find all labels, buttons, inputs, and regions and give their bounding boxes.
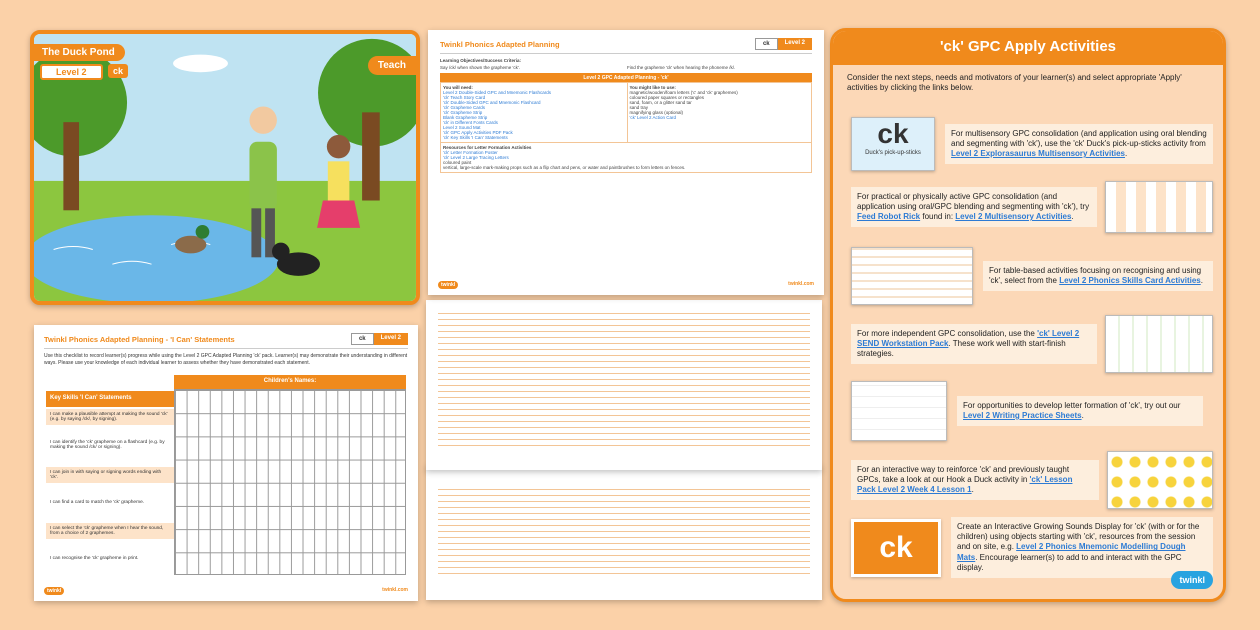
activity-text-3: For table-based activities focusing on recognising and using 'ck', select from the Level 2 Phonics Skills Card Activities. bbox=[983, 261, 1213, 291]
grapheme-chip: ck bbox=[755, 38, 778, 50]
objectives-label: Learning Objectives/Success Criteria: bbox=[440, 58, 522, 63]
children-names-header: Children's Names: bbox=[174, 375, 406, 389]
activity-item-5 bbox=[851, 381, 1213, 441]
need-item: 'ck' Double-Sided GPC and Mnemonic Flashcard bbox=[443, 100, 541, 105]
level-chip: Level 2 bbox=[778, 38, 812, 50]
might-item: 'ck' Level 2 Action Card bbox=[629, 115, 676, 120]
twinkl-logo: twinkl bbox=[1171, 571, 1213, 589]
twinkl-logo: twinkl bbox=[44, 587, 64, 595]
level-badge: Level 2 bbox=[40, 64, 103, 80]
feed-robot-rick-link[interactable]: Feed Robot Rick bbox=[857, 212, 921, 222]
might-item: sand tray bbox=[629, 105, 649, 110]
activity-text-1: For multisensory GPC consolidation (and application using oral blending and segmenting with 'ck'), use the 'ck' Duck's pick-up-sticks activity from Level 2 Explorasaurus Multisensory Activities. bbox=[945, 124, 1213, 165]
level-chip: Level 2 bbox=[374, 333, 408, 345]
statement-row: I can find a card to match the 'ck' grapheme. bbox=[50, 500, 145, 505]
i-can-statements-sheet bbox=[34, 325, 418, 601]
activity-item-6 bbox=[851, 451, 1213, 509]
key-skills-header: Key Skills 'I Can' Statements bbox=[46, 391, 174, 407]
statement-row: I can identify the 'ck' grapheme on a flashcard (e.g. by making the sound /ck/ or signing). bbox=[50, 440, 165, 450]
statement-row: I can select the 'ck' grapheme when I hear the sound, from a choice of 2 graphemes. bbox=[46, 523, 174, 539]
statement-row: I can make a plausible attempt at making the sound 'ck' (e.g. by saying /ck/, by signing). bbox=[46, 409, 174, 425]
explorasaurus-link[interactable]: Level 2 Explorasaurus Multisensory Activities bbox=[951, 149, 1125, 159]
feed-robot-rick-thumbnail bbox=[1105, 181, 1213, 233]
twinkl-logo: twinkl bbox=[438, 281, 458, 289]
checklist-grid bbox=[46, 375, 406, 575]
need-item: 'ck' Key Skills 'I Can' Statements bbox=[443, 135, 508, 140]
need-item: 'ck' Grapheme Cards bbox=[443, 105, 485, 110]
need-item: 'ck' Grapheme Strip bbox=[443, 110, 483, 115]
send-workstation-link[interactable]: 'ck' Level 2 SEND Workstation Pack bbox=[857, 328, 1080, 348]
hook-a-duck-thumbnail bbox=[1107, 451, 1213, 509]
activity-item-7 bbox=[851, 517, 1213, 578]
need-item: 'ck' Teach Story Card bbox=[443, 95, 486, 100]
multisensory-activities-link[interactable]: Level 2 Multisensory Activities bbox=[955, 212, 1072, 222]
sheet-title: Twinkl Phonics Adapted Planning - 'I Can' Statements bbox=[44, 334, 235, 344]
footer-url: twinkl.com bbox=[382, 587, 408, 593]
need-item: Level 2 Sound Mat bbox=[443, 125, 481, 130]
lesson-pack-link[interactable]: 'ck' Lesson Pack Level 2 Week 4 Lesson 1 bbox=[857, 474, 1073, 495]
statement-row: I can recognise the 'ck' grapheme in print. bbox=[50, 556, 139, 561]
might-item: coloured paper squares or rectangles bbox=[629, 95, 705, 100]
planning-page-3 bbox=[426, 465, 822, 600]
activity-item-3 bbox=[851, 247, 1213, 305]
planning-table-title: Level 2 GPC Adapted Planning - 'ck' bbox=[440, 73, 812, 82]
skills-card-thumbnail bbox=[851, 247, 973, 305]
activity-item-1 bbox=[851, 117, 1213, 171]
need-label: You will need: bbox=[443, 85, 473, 90]
need-item: 'ck' in Different Fonts Cards bbox=[443, 120, 498, 125]
apply-title: 'ck' GPC Apply Activities bbox=[833, 31, 1223, 65]
need-item: Level 2 Double-Sided GPC and Mnemonic Flashcards bbox=[443, 90, 552, 95]
planning-page-2 bbox=[426, 300, 822, 470]
objective-1: Say /ck/ when shown the grapheme 'ck'. bbox=[440, 65, 521, 70]
activity-text-7: Create an Interactive Growing Sounds Display for 'ck' (with or for the children) using objects starting with 'ck', resources from the session and on site, e.g. Level 2 Phonics Mnemonic Modelling Dough Mats. Encourage learner(s) to add to and interact with the GPC display. bbox=[951, 517, 1213, 578]
letter-formation-label: Resources for Letter Formation Activities bbox=[443, 145, 532, 150]
slide-title: The Duck Pond bbox=[34, 44, 125, 61]
grapheme-badge: ck bbox=[108, 64, 128, 78]
writing-practice-thumbnail bbox=[851, 381, 947, 441]
letter-item: vertical, large-scale mark-making props such as a flip chart and pens, or water and paintbrushes to form letters on fences. bbox=[443, 165, 686, 170]
objective-2: Find the grapheme 'ck' when hearing the phoneme /k/. bbox=[627, 65, 736, 70]
grapheme-chip: ck bbox=[351, 333, 374, 345]
checklist-cells bbox=[174, 389, 406, 575]
teach-badge: Teach bbox=[368, 56, 416, 75]
sheet-intro: Use this checklist to record learner(s) progress while using the Level 2 GPC Adapted Planning 'ck' pack. Learner(s) may demonstrate their understanding in different ways. Please use your knowledge of each individual learner to assess whether they have demonstrated each statement. bbox=[44, 353, 408, 366]
statement-row: I can join in with saying or signing words ending with 'ck'. bbox=[46, 467, 174, 483]
growing-sounds-thumbnail: ck bbox=[851, 519, 941, 577]
writing-practice-link[interactable]: Level 2 Writing Practice Sheets bbox=[963, 411, 1082, 420]
activity-item-4 bbox=[851, 315, 1213, 373]
might-item: sand, foam, or a glitter sand tar bbox=[629, 100, 692, 105]
footer-url: twinkl.com bbox=[788, 281, 814, 287]
need-item: Blank Grapheme Strip bbox=[443, 115, 488, 120]
planning-page-1 bbox=[428, 30, 824, 295]
duck-pond-slide bbox=[30, 30, 420, 305]
modelling-dough-link[interactable]: Level 2 Phonics Mnemonic Modelling Dough Mats bbox=[957, 542, 1186, 562]
planning-title: Twinkl Phonics Adapted Planning bbox=[440, 39, 560, 49]
activity-text-2: For practical or physically active GPC consolidation (and application using oral/GPC blending and segmenting with 'ck'), try Feed Robot Rick found in: Level 2 Multisensory Activities. bbox=[851, 187, 1097, 228]
letter-item: 'ck' Letter Formation Poster bbox=[443, 150, 498, 155]
duck-pick-up-sticks-thumbnail: ck Duck's pick-up-sticks bbox=[851, 117, 935, 171]
letter-item: coloured paint bbox=[443, 160, 472, 165]
might-label: You might like to use: bbox=[629, 85, 676, 90]
letter-item: 'ck' Level 2 Large Tracing Letters bbox=[443, 155, 509, 160]
activity-text-4: For more independent GPC consolidation, use the 'ck' Level 2 SEND Workstation Pack. These work well with start-finish strategies. bbox=[851, 324, 1097, 365]
might-item: magnetic/wooden/foam letters ('c' and 'ck' graphemes) bbox=[629, 90, 738, 95]
skills-card-link[interactable]: Level 2 Phonics Skills Card Activities bbox=[1059, 276, 1201, 285]
activity-text-5: For opportunities to develop letter formation of 'ck', try out our Level 2 Writing Practice Sheets. bbox=[957, 396, 1203, 426]
apply-activities-panel bbox=[830, 28, 1226, 602]
apply-intro: Consider the next steps, needs and motivators of your learner(s) and select appropriate 'Apply' activities by clicking the links below. bbox=[847, 73, 1182, 93]
activity-text-6: For an interactive way to reinforce 'ck' and previously taught GPCs, take a look at our Hook a Duck activity in 'ck' Lesson Pack Level 2 Week 4 Lesson 1. bbox=[851, 460, 1099, 501]
activity-item-2 bbox=[851, 181, 1213, 233]
need-item: 'ck' GPC Apply Activities PDF Pack bbox=[443, 130, 513, 135]
send-workstation-thumbnail bbox=[1105, 315, 1213, 373]
might-item: magnifying glass (optional) bbox=[629, 110, 684, 115]
